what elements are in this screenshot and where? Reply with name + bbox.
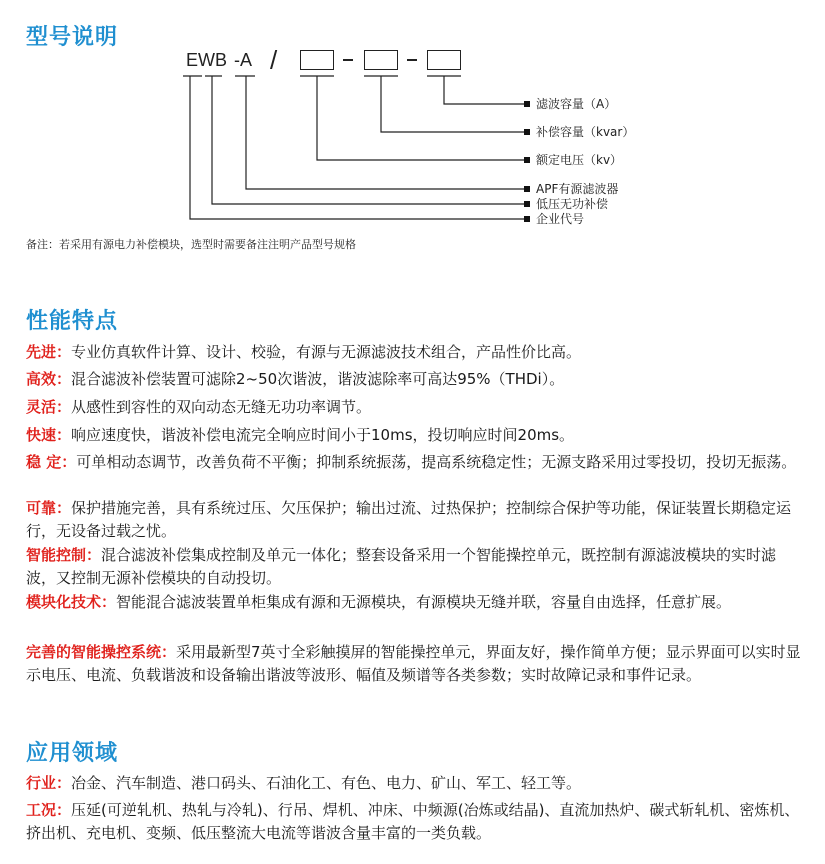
feature-text: 采用最新型7英寸全彩触摸屏的智能操控单元，界面友好，操作简单方便；显示界面可以实时显示电压、电流、负载谐波和设备输出谐波等波形、幅值及频谱等各类参数；实时故障记录和事件记录。	[26, 643, 801, 684]
feature-fast	[26, 424, 806, 447]
feature-label: 灵活：	[26, 398, 72, 416]
application-label: 行业：	[26, 774, 72, 792]
feature-label: 完善的智能操控系统：	[26, 643, 177, 661]
application-text: 冶金、汽车制造、港口码头、石油化工、有色、电力、矿山、军工、轻工等。	[71, 774, 582, 792]
application-label: 工况：	[26, 801, 72, 819]
legend-marker	[524, 201, 530, 207]
model-code: EWB	[186, 50, 228, 70]
feature-label: 高效：	[26, 370, 72, 388]
legend-company-code: 企业代号	[536, 212, 585, 226]
feature-label: 先进：	[26, 343, 72, 361]
feature-reliable	[26, 497, 806, 543]
application-industry	[26, 772, 806, 795]
legend-marker	[524, 157, 530, 163]
feature-modular	[26, 591, 806, 614]
feature-text: 混合滤波补偿集成控制及单元一体化；整套设备采用一个智能操控单元，既控制有源滤波模块的实时滤波，又控制无源补偿模块的自动投切。	[26, 546, 777, 587]
applications-heading: 应用领域	[26, 741, 119, 766]
feature-text: 响应速度快，谐波补偿电流完全响应时间小于10ms，投切响应时间20ms。	[71, 426, 575, 444]
feature-label: 快速：	[26, 426, 72, 444]
features-heading: 性能特点	[26, 309, 119, 334]
feature-label: 稳 定：	[26, 453, 77, 471]
feature-efficient	[26, 368, 806, 391]
legend-compensation-capacity: 补偿容量（kvar）	[536, 125, 635, 139]
feature-label: 可靠：	[26, 499, 72, 517]
application-conditions	[26, 799, 806, 845]
feature-text: 从感性到容性的双向动态无缝无功功率调节。	[71, 398, 372, 416]
legend-marker	[524, 101, 530, 107]
model-slash: /	[270, 45, 278, 75]
feature-smart-control	[26, 544, 806, 590]
feature-advanced	[26, 341, 806, 364]
feature-text: 智能混合滤波装置单柜集成有源和无源模块，有源模块无缝并联，容量自由选择，任意扩展。	[116, 593, 732, 611]
feature-text: 专业仿真软件计算、设计、校验，有源与无源滤波技术组合，产品性价比高。	[71, 343, 582, 361]
legend-apf: APF有源滤波器	[536, 182, 619, 196]
feature-label: 智能控制：	[26, 546, 102, 564]
legend-marker	[524, 186, 530, 192]
legend-marker	[524, 216, 530, 222]
legend-reactive-compensation: 低压无功补偿	[536, 197, 609, 211]
model-section-heading: 型号说明	[26, 25, 119, 50]
feature-label: 模块化技术：	[26, 593, 117, 611]
feature-control-system	[26, 641, 806, 687]
feature-text: 保护措施完善，具有系统过压、欠压保护；输出过流、过热保护；控制综合保护等功能，保证装置长期稳定运行，无设备过载之忧。	[26, 499, 792, 540]
model-note: 备注：若采用有源电力补偿模块，选型时需要备注注明产品型号规格	[26, 238, 356, 251]
legend-filter-capacity: 滤波容量（A）	[536, 97, 617, 111]
feature-text: 混合滤波补偿装置可滤除2~50次谐波，谐波滤除率可高达95%（THDi）。	[71, 370, 565, 388]
feature-flexible	[26, 396, 806, 419]
application-text: 压延(可逆轧机、热轧与冷轧)、行吊、焊机、冲床、中频源(冶炼或结晶)、直流加热炉、碳式斩轧机、密炼机、挤出机、充电机、变频、低压整流大电流等谐波含量丰富的一类负载。	[26, 801, 800, 842]
legend-marker	[524, 129, 530, 135]
model-diagram	[0, 0, 825, 240]
feature-stable	[26, 451, 806, 474]
model-code-suffix: -A	[234, 50, 252, 70]
legend-rated-voltage: 额定电压（kv）	[536, 153, 623, 167]
feature-text: 可单相动态调节，改善负荷不平衡；抑制系统振荡，提高系统稳定性；无源支路采用过零投切，投切无振荡。	[76, 453, 797, 471]
